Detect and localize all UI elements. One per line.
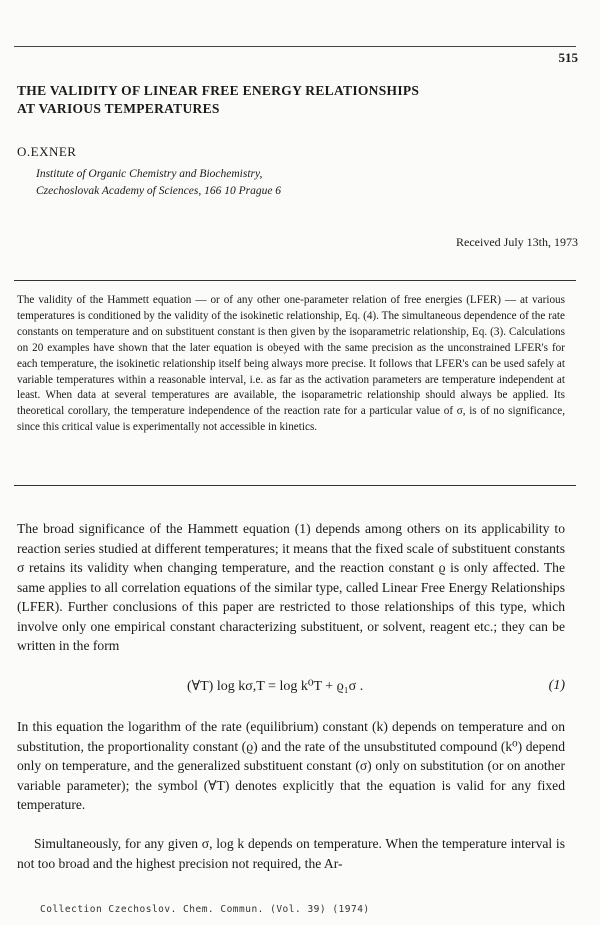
affiliation-line-2: Czechoslovak Academy of Sciences, 166 10 Prague 6 xyxy=(36,185,282,197)
author: O.EXNER xyxy=(17,144,77,159)
equation-number: (1) xyxy=(548,678,565,693)
paragraph-3: Simultaneously, for any given σ, log k depends on temperature. When the temperature interval is not too broad and the highest precision not required, the Ar- xyxy=(17,836,565,871)
paragraph-1: The broad significance of the Hammett equation (1) depends among others on its applicability to reaction series studied at different temperatures; it means that the fixed scale of substituent constants σ retains its validity when changing temperature, and the reaction constant ϱ is only affected. The same applies to all correlation equations of the similar type, called Linear Free Energy Relationships (LFER). Further conclusions of this paper are restricted to those relationships of this type, which involve only one empirical constant characterizing substituent, or solvent, reagent etc.; they can be written in the form xyxy=(17,521,565,653)
abstract-bottom-rule xyxy=(14,485,576,486)
article-title xyxy=(17,82,557,118)
page-number: 515 xyxy=(558,50,578,65)
title-line-2: AT VARIOUS TEMPERATURES xyxy=(17,101,220,116)
received-date: Received July 13th, 1973 xyxy=(456,235,578,249)
journal-footer: Collection Czechoslov. Chem. Commun. (Vol. 39) (1974) xyxy=(40,904,370,915)
abstract-top-rule xyxy=(14,280,576,281)
abstract: The validity of the Hammett equation — or of any other one-parameter relation of free energies (LFER) — at various temperatures is conditioned by the validity of the isokinetic relationship, Eq. (4). The simultaneous dependence of the rate constants on temperature and on substituent constant is then given by the isoparametric relationship, Eq. (3). Calculations on 20 examples have shown that the later equation is obeyed with the same precision as the unconstrained LFER's for each temperature, the isokinetic relationship itself being always more precise. It follows that LFER's can be used safely at variable temperatures within a reasonable interval, i.e. as far as the activation parameters are temperature independent at least. When data at several temperatures are available, the isoparametric relationship should always be applied. Its theoretical corollary, the temperature independence of the reaction rate for a particular value of σ, is of no significance, since this critical value is experimentally not accessible in kinetics. xyxy=(17,294,565,434)
affiliation xyxy=(36,166,281,200)
header-rule xyxy=(14,46,576,47)
affiliation-line-1: Institute of Organic Chemistry and Biochemistry, xyxy=(36,168,263,180)
equation-1 xyxy=(17,676,565,700)
title-line-1: THE VALIDITY OF LINEAR FREE ENERGY RELATIONSHIPS xyxy=(17,83,420,98)
paragraph-2: In this equation the logarithm of the rate (equilibrium) constant (k) depends on temperature and on substitution, the proportionality constant (ϱ) and the rate of the unsubstituted compound (k⁰) depend only on temperature, and the generalized substituent constant (σ) only on substitution (or on another variable parameter); the symbol (∀T) denotes explicitly that the equation is valid for any fixed temperature. xyxy=(17,719,565,812)
equation-expression: (∀T) log kσ,T = log k⁰T + ϱ₁σ . xyxy=(187,679,364,694)
